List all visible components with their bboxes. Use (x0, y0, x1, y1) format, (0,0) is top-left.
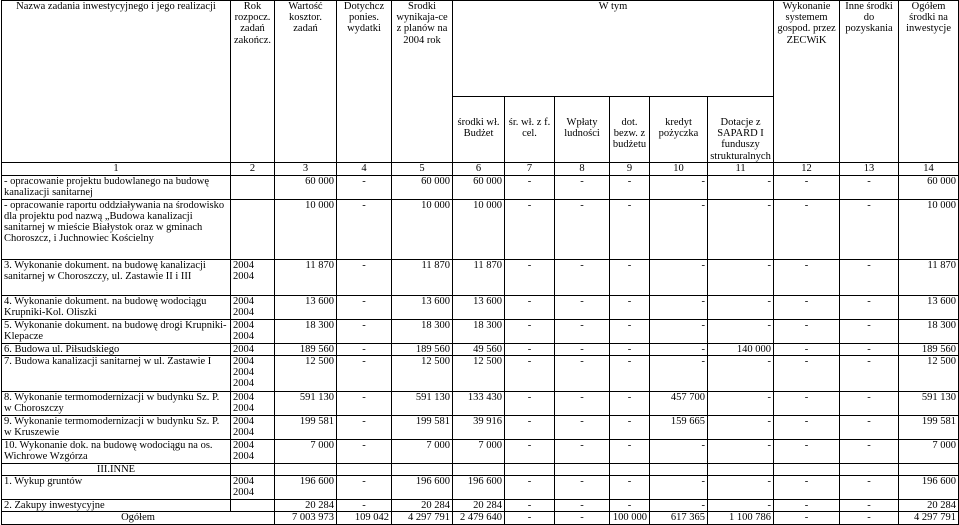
year-value: 2004 (233, 331, 254, 343)
col-number: 2 (231, 162, 275, 175)
cell-value: - (774, 343, 840, 355)
cell-value: - (505, 259, 555, 295)
cell-value: - (650, 356, 708, 392)
cell-value: - (840, 440, 899, 464)
cell-value: - (610, 416, 650, 440)
cell-value: 7 000 (275, 440, 337, 464)
empty-cell (392, 464, 453, 476)
year-value: 2004 (233, 476, 254, 488)
task-years (231, 440, 275, 464)
cell-value: 7 000 (453, 440, 505, 464)
cell-value: - (505, 500, 555, 512)
cell-value: 591 130 (899, 392, 959, 416)
cell-value: - (774, 295, 840, 319)
cell-value: - (708, 392, 774, 416)
cell-value: - (555, 259, 610, 295)
cell-value: 10 000 (392, 199, 453, 259)
year-value: 2004 (233, 451, 254, 463)
cell-value: - (610, 500, 650, 512)
task-name: 10. Wykonanie dok. na budowę wodociągu na os. Wichrowe Wzgórza (2, 440, 231, 464)
cell-value: - (774, 416, 840, 440)
cell-value: - (774, 175, 840, 199)
empty-cell (774, 464, 840, 476)
col-number: 4 (337, 162, 392, 175)
cell-value: - (840, 175, 899, 199)
cell-value: - (555, 356, 610, 392)
task-years (231, 356, 275, 392)
empty-cell (453, 464, 505, 476)
section-label: III.INNE (2, 464, 231, 476)
cell-value: - (840, 476, 899, 500)
cell-value: - (610, 440, 650, 464)
column-number-row (2, 162, 959, 175)
cell-value: 11 870 (275, 259, 337, 295)
total-value: - (840, 512, 899, 524)
header-sr-cel: śr. wł. z f. cel. (505, 97, 555, 163)
total-value: 4 297 791 (392, 512, 453, 524)
cell-value: - (650, 343, 708, 355)
task-years (231, 295, 275, 319)
table-row (2, 295, 959, 319)
cell-value: 20 284 (899, 500, 959, 512)
cell-value: - (840, 500, 899, 512)
cell-value: 12 500 (453, 356, 505, 392)
cell-value: 196 600 (899, 476, 959, 500)
total-value: 7 003 973 (275, 512, 337, 524)
cell-value: - (555, 199, 610, 259)
year-value: 2004 (233, 259, 254, 271)
investment-table (1, 0, 959, 525)
cell-value: - (840, 392, 899, 416)
cell-value: 11 870 (899, 259, 959, 295)
cell-value: - (555, 295, 610, 319)
cell-value: - (774, 392, 840, 416)
cell-value: 7 000 (392, 440, 453, 464)
year-value: 2004 (233, 343, 254, 355)
cell-value: 140 000 (708, 343, 774, 355)
cell-value: - (650, 199, 708, 259)
cell-value: 39 916 (453, 416, 505, 440)
cell-value: 20 284 (453, 500, 505, 512)
cell-value: - (505, 319, 555, 343)
col-number: 11 (708, 162, 774, 175)
table-row (2, 356, 959, 392)
task-name: 5. Wykonanie dokument. na budowę drogi Krupniki-Klepacze (2, 319, 231, 343)
col-number: 8 (555, 162, 610, 175)
total-value: 617 365 (650, 512, 708, 524)
cell-value: 7 000 (899, 440, 959, 464)
header-year: Rok rozpocz. zadań zakończ. (231, 1, 275, 163)
cell-value: - (610, 175, 650, 199)
cell-value: - (337, 476, 392, 500)
table-row (2, 259, 959, 295)
header-name: Nazwa zadania inwestycyjnego i jego realizacji (2, 1, 231, 163)
col-number: 14 (899, 162, 959, 175)
task-name: 8. Wykonanie termomodernizacji w budynku Sz. P. w Choroszczy (2, 392, 231, 416)
header-dot: dot. bezw. z budżetu (610, 97, 650, 163)
cell-value: - (774, 199, 840, 259)
cell-value: 13 600 (899, 295, 959, 319)
total-row (2, 512, 959, 524)
cell-value: - (840, 295, 899, 319)
task-years (231, 416, 275, 440)
cell-value: 60 000 (392, 175, 453, 199)
empty-cell (650, 464, 708, 476)
task-years (231, 175, 275, 199)
cell-value: - (337, 343, 392, 355)
year-value: 2004 (233, 440, 254, 452)
cell-value: - (610, 356, 650, 392)
cell-value: - (337, 416, 392, 440)
cell-value: 10 000 (453, 199, 505, 259)
empty-cell (899, 464, 959, 476)
empty-cell (275, 464, 337, 476)
cell-value: 199 581 (899, 416, 959, 440)
total-value: 4 297 791 (899, 512, 959, 524)
cell-value: 189 560 (392, 343, 453, 355)
task-name: 4. Wykonanie dokument. na budowę wodociągu Krupniki-Kol. Oliszki (2, 295, 231, 319)
col-number: 9 (610, 162, 650, 175)
header-ogolem: Ogółem środki na inwestycje (899, 1, 959, 163)
year-value: 2004 (233, 403, 254, 415)
table-row (2, 199, 959, 259)
table-row (2, 319, 959, 343)
header-wplaty: Wpłaty ludności (555, 97, 610, 163)
cell-value: - (505, 199, 555, 259)
cell-value: 199 581 (275, 416, 337, 440)
total-value: - (505, 512, 555, 524)
year-value: 2004 (233, 392, 254, 404)
cell-value: - (505, 175, 555, 199)
total-value: 2 479 640 (453, 512, 505, 524)
empty-cell (708, 464, 774, 476)
cell-value: - (840, 319, 899, 343)
col-number: 12 (774, 162, 840, 175)
cell-value: - (610, 199, 650, 259)
cell-value: - (337, 440, 392, 464)
header-kredyt: kredyt pożyczka (650, 97, 708, 163)
empty-cell (337, 464, 392, 476)
cell-value: - (840, 416, 899, 440)
cell-value: 196 600 (275, 476, 337, 500)
cell-value: - (337, 319, 392, 343)
task-name: 7. Budowa kanalizacji sanitarnej w ul. Zastawie I (2, 356, 231, 392)
year-value: 2004 (233, 378, 254, 390)
col-number: 1 (2, 162, 231, 175)
cell-value: - (555, 175, 610, 199)
section-row (2, 464, 959, 476)
year-value: 2004 (233, 427, 254, 439)
cell-value: - (650, 476, 708, 500)
cell-value: - (708, 319, 774, 343)
cell-value: - (505, 392, 555, 416)
cell-value: - (650, 500, 708, 512)
cell-value: - (337, 295, 392, 319)
cell-value: 11 870 (453, 259, 505, 295)
total-value: - (774, 512, 840, 524)
task-name: - opracowanie projektu budowlanego na budowę kanalizacji sanitarnej (2, 175, 231, 199)
task-years (231, 259, 275, 295)
empty-cell (610, 464, 650, 476)
header-sapard: Dotacje z SAPARD I funduszy strukturalnych (708, 97, 774, 163)
cell-value: - (774, 440, 840, 464)
cell-value: 18 300 (392, 319, 453, 343)
year-value: 2004 (233, 367, 254, 379)
table-row (2, 440, 959, 464)
cell-value: - (774, 259, 840, 295)
table-row (2, 392, 959, 416)
cell-value: - (650, 175, 708, 199)
task-name: 9. Wykonanie termomodernizacji w budynku Sz. P. w Kruszewie (2, 416, 231, 440)
cell-value: - (610, 295, 650, 319)
year-value: 2004 (233, 416, 254, 428)
table-row (2, 175, 959, 199)
cell-value: - (650, 259, 708, 295)
task-name: 2. Zakupy inwestycyjne (2, 500, 231, 512)
cell-value: - (708, 259, 774, 295)
col-number: 3 (275, 162, 337, 175)
cell-value: - (650, 295, 708, 319)
table-row (2, 416, 959, 440)
cell-value: - (610, 476, 650, 500)
header-cost: Wartość kosztor. zadań (275, 1, 337, 163)
cell-value: - (337, 392, 392, 416)
cell-value: - (555, 476, 610, 500)
cell-value: - (555, 319, 610, 343)
header-funds: Środki wynikaja-ce z planów na 2004 rok (392, 1, 453, 163)
empty-cell (840, 464, 899, 476)
year-value: 2004 (233, 356, 254, 368)
cell-value: - (505, 416, 555, 440)
cell-value: - (774, 500, 840, 512)
cell-value: 18 300 (453, 319, 505, 343)
year-value: 2004 (233, 487, 254, 499)
cell-value: 18 300 (275, 319, 337, 343)
cell-value: 196 600 (453, 476, 505, 500)
cell-value: 12 500 (275, 356, 337, 392)
cell-value: 133 430 (453, 392, 505, 416)
cell-value: 591 130 (275, 392, 337, 416)
cell-value: 20 284 (392, 500, 453, 512)
task-name: 3. Wykonanie dokument. na budowę kanalizacji sanitarnej w Choroszczy, ul. Zastawie II i III (2, 259, 231, 295)
cell-value: - (708, 175, 774, 199)
cell-value: 457 700 (650, 392, 708, 416)
cell-value: - (840, 259, 899, 295)
cell-value: - (505, 356, 555, 392)
empty-cell (555, 464, 610, 476)
cell-value: - (708, 295, 774, 319)
cell-value: - (708, 476, 774, 500)
col-number: 7 (505, 162, 555, 175)
cell-value: - (610, 259, 650, 295)
cell-value: - (505, 295, 555, 319)
cell-value: - (505, 343, 555, 355)
cell-value: 13 600 (453, 295, 505, 319)
task-years (231, 319, 275, 343)
cell-value: 189 560 (899, 343, 959, 355)
total-value: 100 000 (610, 512, 650, 524)
cell-value: - (505, 476, 555, 500)
cell-value: - (555, 500, 610, 512)
cell-value: - (610, 319, 650, 343)
cell-value: - (840, 343, 899, 355)
year-value: 2004 (233, 319, 254, 331)
cell-value: - (650, 319, 708, 343)
cell-value: - (774, 319, 840, 343)
col-number: 13 (840, 162, 899, 175)
header-inne: Inne środki do pozyskania (840, 1, 899, 163)
cell-value: - (610, 343, 650, 355)
cell-value: - (505, 440, 555, 464)
task-years (231, 392, 275, 416)
task-name: 6. Budowa ul. Piłsudskiego (2, 343, 231, 355)
cell-value: - (708, 356, 774, 392)
cell-value: 189 560 (275, 343, 337, 355)
cell-value: - (337, 356, 392, 392)
empty-cell (231, 464, 275, 476)
cell-value: 60 000 (453, 175, 505, 199)
cell-value: - (337, 175, 392, 199)
cell-value: - (610, 392, 650, 416)
cell-value: - (708, 199, 774, 259)
cell-value: 20 284 (275, 500, 337, 512)
task-years (231, 343, 275, 355)
cell-value: - (337, 259, 392, 295)
header-spent: Dotychcz ponies. wydatki (337, 1, 392, 163)
table-body (2, 175, 959, 524)
cell-value: - (650, 440, 708, 464)
total-value: 109 042 (337, 512, 392, 524)
task-years (231, 476, 275, 500)
cell-value: - (840, 356, 899, 392)
cell-value: - (555, 392, 610, 416)
cell-value: - (337, 199, 392, 259)
cell-value: 60 000 (275, 175, 337, 199)
total-value: 1 100 786 (708, 512, 774, 524)
year-value: 2004 (233, 307, 254, 319)
task-name: 1. Wykup gruntów (2, 476, 231, 500)
col-number: 10 (650, 162, 708, 175)
cell-value: - (708, 500, 774, 512)
cell-value: 591 130 (392, 392, 453, 416)
cell-value: 18 300 (899, 319, 959, 343)
cell-value: 159 665 (650, 416, 708, 440)
year-value: 2004 (233, 295, 254, 307)
cell-value: 12 500 (899, 356, 959, 392)
task-years (231, 500, 275, 512)
cell-value: 11 870 (392, 259, 453, 295)
cell-value: - (708, 440, 774, 464)
cell-value: - (555, 440, 610, 464)
cell-value: 12 500 (392, 356, 453, 392)
cell-value: 196 600 (392, 476, 453, 500)
cell-value: 49 560 (453, 343, 505, 355)
header-wtym: W tym (453, 1, 774, 97)
col-number: 6 (453, 162, 505, 175)
table-row (2, 343, 959, 355)
cell-value: 10 000 (275, 199, 337, 259)
header-budget: środki wł. Budżet (453, 97, 505, 163)
cell-value: - (774, 356, 840, 392)
cell-value: 199 581 (392, 416, 453, 440)
year-value: 2004 (233, 271, 254, 283)
empty-cell (505, 464, 555, 476)
cell-value: 10 000 (899, 199, 959, 259)
cell-value: - (840, 199, 899, 259)
total-value: - (555, 512, 610, 524)
cell-value: 13 600 (275, 295, 337, 319)
cell-value: - (555, 343, 610, 355)
total-label: Ogółem (2, 512, 275, 524)
task-years (231, 199, 275, 259)
cell-value: - (555, 416, 610, 440)
table-row (2, 476, 959, 500)
cell-value: - (337, 500, 392, 512)
col-number: 5 (392, 162, 453, 175)
cell-value: 13 600 (392, 295, 453, 319)
cell-value: - (774, 476, 840, 500)
table-row (2, 500, 959, 512)
cell-value: 60 000 (899, 175, 959, 199)
task-name: - opracowanie raportu oddziaływania na środowisko dla projektu pod nazwą „Budowa kanalizacji sanitarnej w mieście Białystok oraz w gminach Choroszcz, i Juchnowiec Kościelny (2, 199, 231, 259)
cell-value: - (708, 416, 774, 440)
header-wykonanie: Wykonanie systemem gospod. przez ZECWiK (774, 1, 840, 163)
